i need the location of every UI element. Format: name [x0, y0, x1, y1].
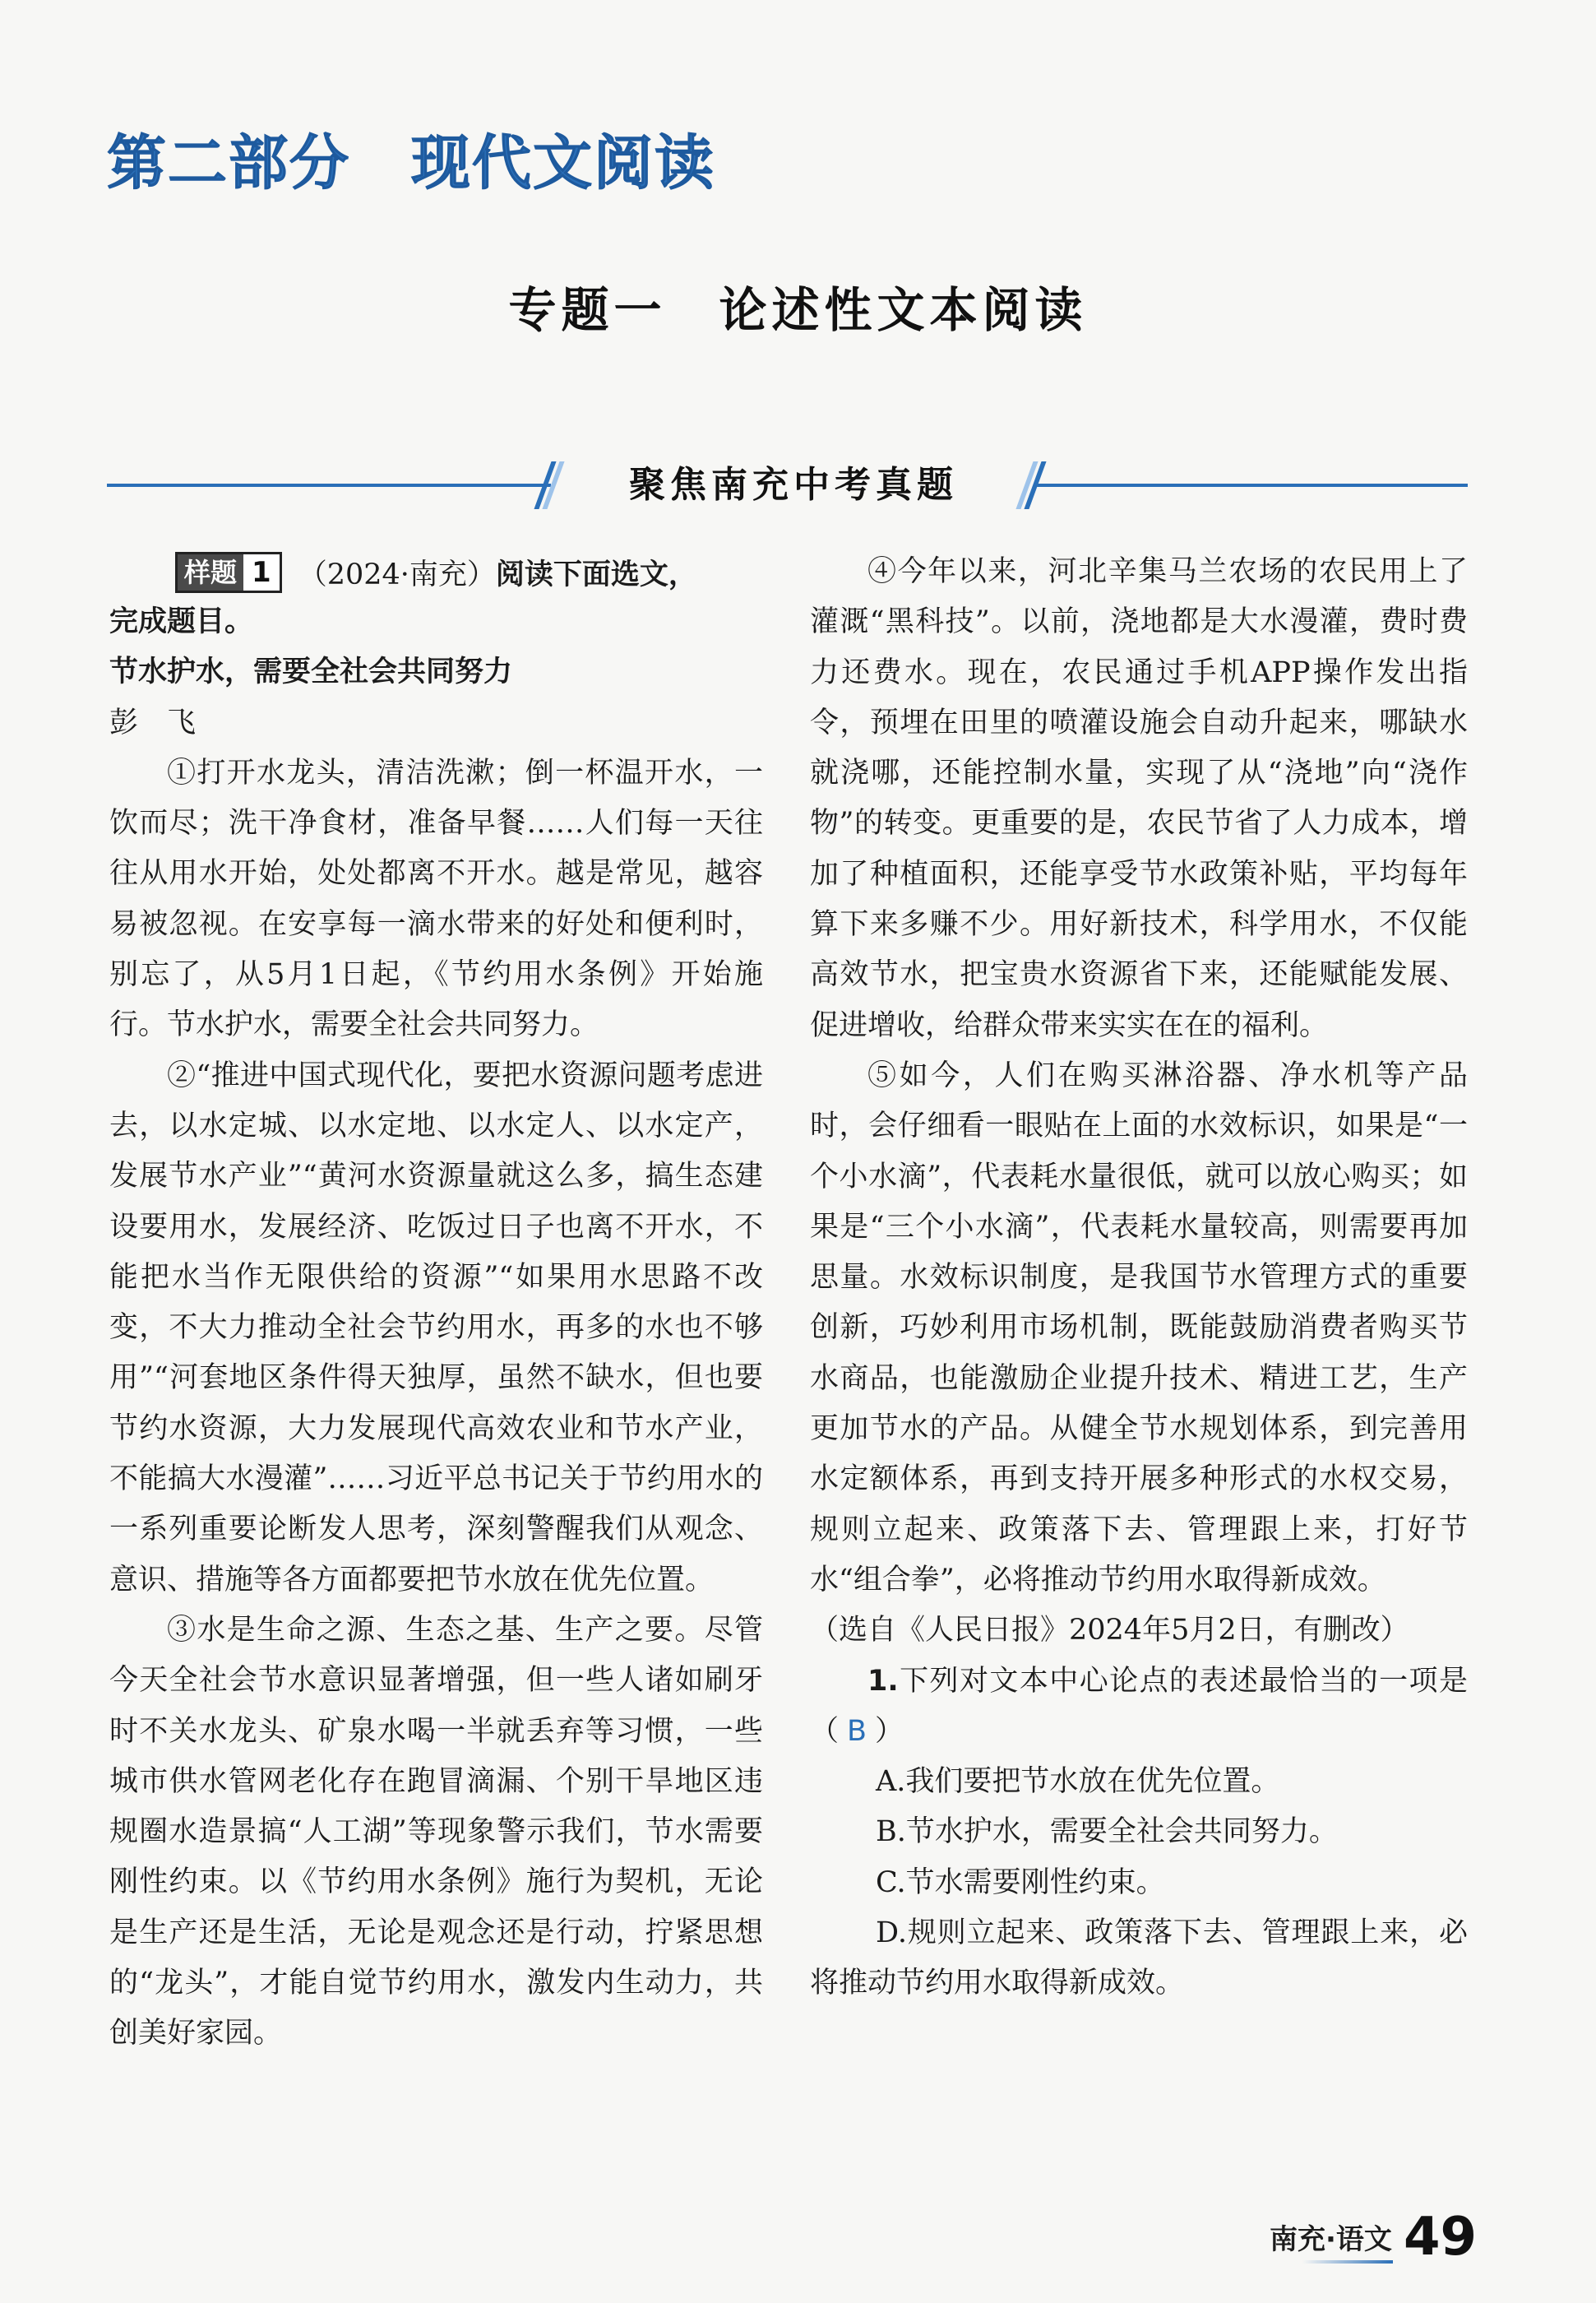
article-paragraph: ⑤如今，人们在购买淋浴器、净水机等产品时，会仔细看一眼贴在上面的水效标识，如果是“一个小水滴”，代表耗水量很低，就可以放心购买；如果是“三个小水滴”，代表耗水量较高，则需要再加思量。水效标识制度，是我国节水管理方式的重要创新，巧妙利用市场机制，既能鼓励消费者购买节水商品，也能激励企业提升技术、精进工艺，生产更加节水的产品。从健全节水规划体系，到完善用水定额体系，再到支持开展多种形式的水权交易，规则立起来、政策落下去、管理跟上来，打好节水“组合拳”，必将推动节约用水取得新成效。	[810, 1059, 1468, 1596]
banner-rule-left	[107, 484, 551, 487]
question-number: 1.	[867, 1664, 899, 1698]
left-column	[109, 547, 763, 2060]
sample-source-note: （2024·南充）	[298, 558, 496, 591]
article-title: 节水护水，需要全社会共同努力	[109, 656, 513, 689]
right-column	[810, 547, 1468, 2009]
article-paragraph: ④今年以来，河北辛集马兰农场的农民用上了灌溉“黑科技”。以前，浇地都是大水漫灌，费时费力还费水。现在，农民通过手机APP操作发出指令，预埋在田里的喷灌设施会自动升起来，哪缺水就浇哪，还能控制水量，实现了从“浇地”向“浇作物”的转变。更重要的是，农民节省了人力成本，增加了种植面积，还能享受节水政策补贴，平均每年算下来多赚不少。用好新技术，科学用水，不仅能高效节水，把宝贵水资源省下来，还能赋能发展、促进增收，给群众带来实实在在的福利。	[810, 555, 1468, 1042]
article-author: 彭 飞	[109, 706, 197, 739]
sample-tag-label: 样题	[178, 554, 243, 591]
article-paragraph: ②“推进中国式现代化，要把水资源问题考虑进去，以水定城、以水定地、以水定人、以水定产，发展节水产业”“黄河水资源量就这么多，搞生态建设要用水，发展经济、吃饭过日子也离不开水，不能把水当作无限供给的资源”“如果用水思路不改变，不大力推动全社会节约用水，再多的水也不够用”“河套地区条件得天独厚，虽然不缺水，但也要节约水资源，大力发展现代高效农业和节水产业，不能搞大水漫灌”……习近平总书记关于节约用水的一系列重要论断发人思考，深刻警醒我们从观念、意识、措施等各方面都要把节水放在优先位置。	[109, 1059, 763, 1596]
article-paragraph: ①打开水龙头，清洁洗漱；倒一杯温开水，一饮而尽；洗干净食材，准备早餐……人们每一天往往从用水开始，处处都离不开水。越是常见，越容易被忽视。在安享每一滴水带来的好处和便利时，别忘了，从5月1日起，《节约用水条例》开始施行。节水护水，需要全社会共同努力。	[109, 756, 763, 1042]
banner-rule-right	[1036, 484, 1468, 487]
footer-underline	[1302, 2260, 1393, 2264]
article-paragraph: ③水是生命之源、生态之基、生产之要。尽管今天全社会节水意识显著增强，但一些人诸如刷牙时不关水龙头、矿泉水喝一半就丢弃等习惯，一些城市供水管网老化存在跑冒滴漏、个别干旱地区违规圈水造景搞“人工湖”等现象警示我们，节水需要刚性约束。以《节约用水条例》施行为契机，无论是生产还是生活，无论是观念还是行动，拧紧思想的“龙头”，才能自觉节约用水，激发内生动力，共创美好家园。	[109, 1613, 763, 2050]
sample-tag-number: 1	[243, 554, 280, 591]
page-number: 49	[1403, 2207, 1477, 2268]
question-text: 下列对文本中心论点的表述最恰当的一项是（	[810, 1664, 1468, 1748]
topic-title: 专题一 论述性文本阅读	[508, 282, 1088, 338]
page-footer	[1270, 2198, 1477, 2268]
sample-instruction-cont: 完成题目。	[109, 605, 254, 638]
section-banner	[107, 456, 1468, 514]
question-answer: B	[847, 1714, 867, 1748]
question-option: B.节水护水，需要全社会共同努力。	[876, 1815, 1338, 1849]
section-banner-title: 聚焦南充中考真题	[629, 464, 958, 506]
question-option: A.我们要把节水放在优先位置。	[876, 1765, 1280, 1799]
part-title: 第二部分 现代文阅读	[107, 128, 716, 197]
question-text-end: ）	[875, 1714, 904, 1748]
sample-tag	[175, 552, 282, 593]
question-option: D.规则立起来、政策落下去、管理跟上来，必将推动节约用水取得新成效。	[810, 1916, 1468, 2000]
article-source: （选自《人民日报》2024年5月2日，有删改）	[810, 1614, 1409, 1647]
question-stem	[810, 1657, 1468, 1758]
sample-header	[109, 547, 763, 597]
sample-instruction: 阅读下面选文，	[495, 558, 697, 591]
footer-label: 南充·语文	[1270, 2223, 1392, 2256]
question-option: C.节水需要刚性约束。	[876, 1865, 1165, 1899]
